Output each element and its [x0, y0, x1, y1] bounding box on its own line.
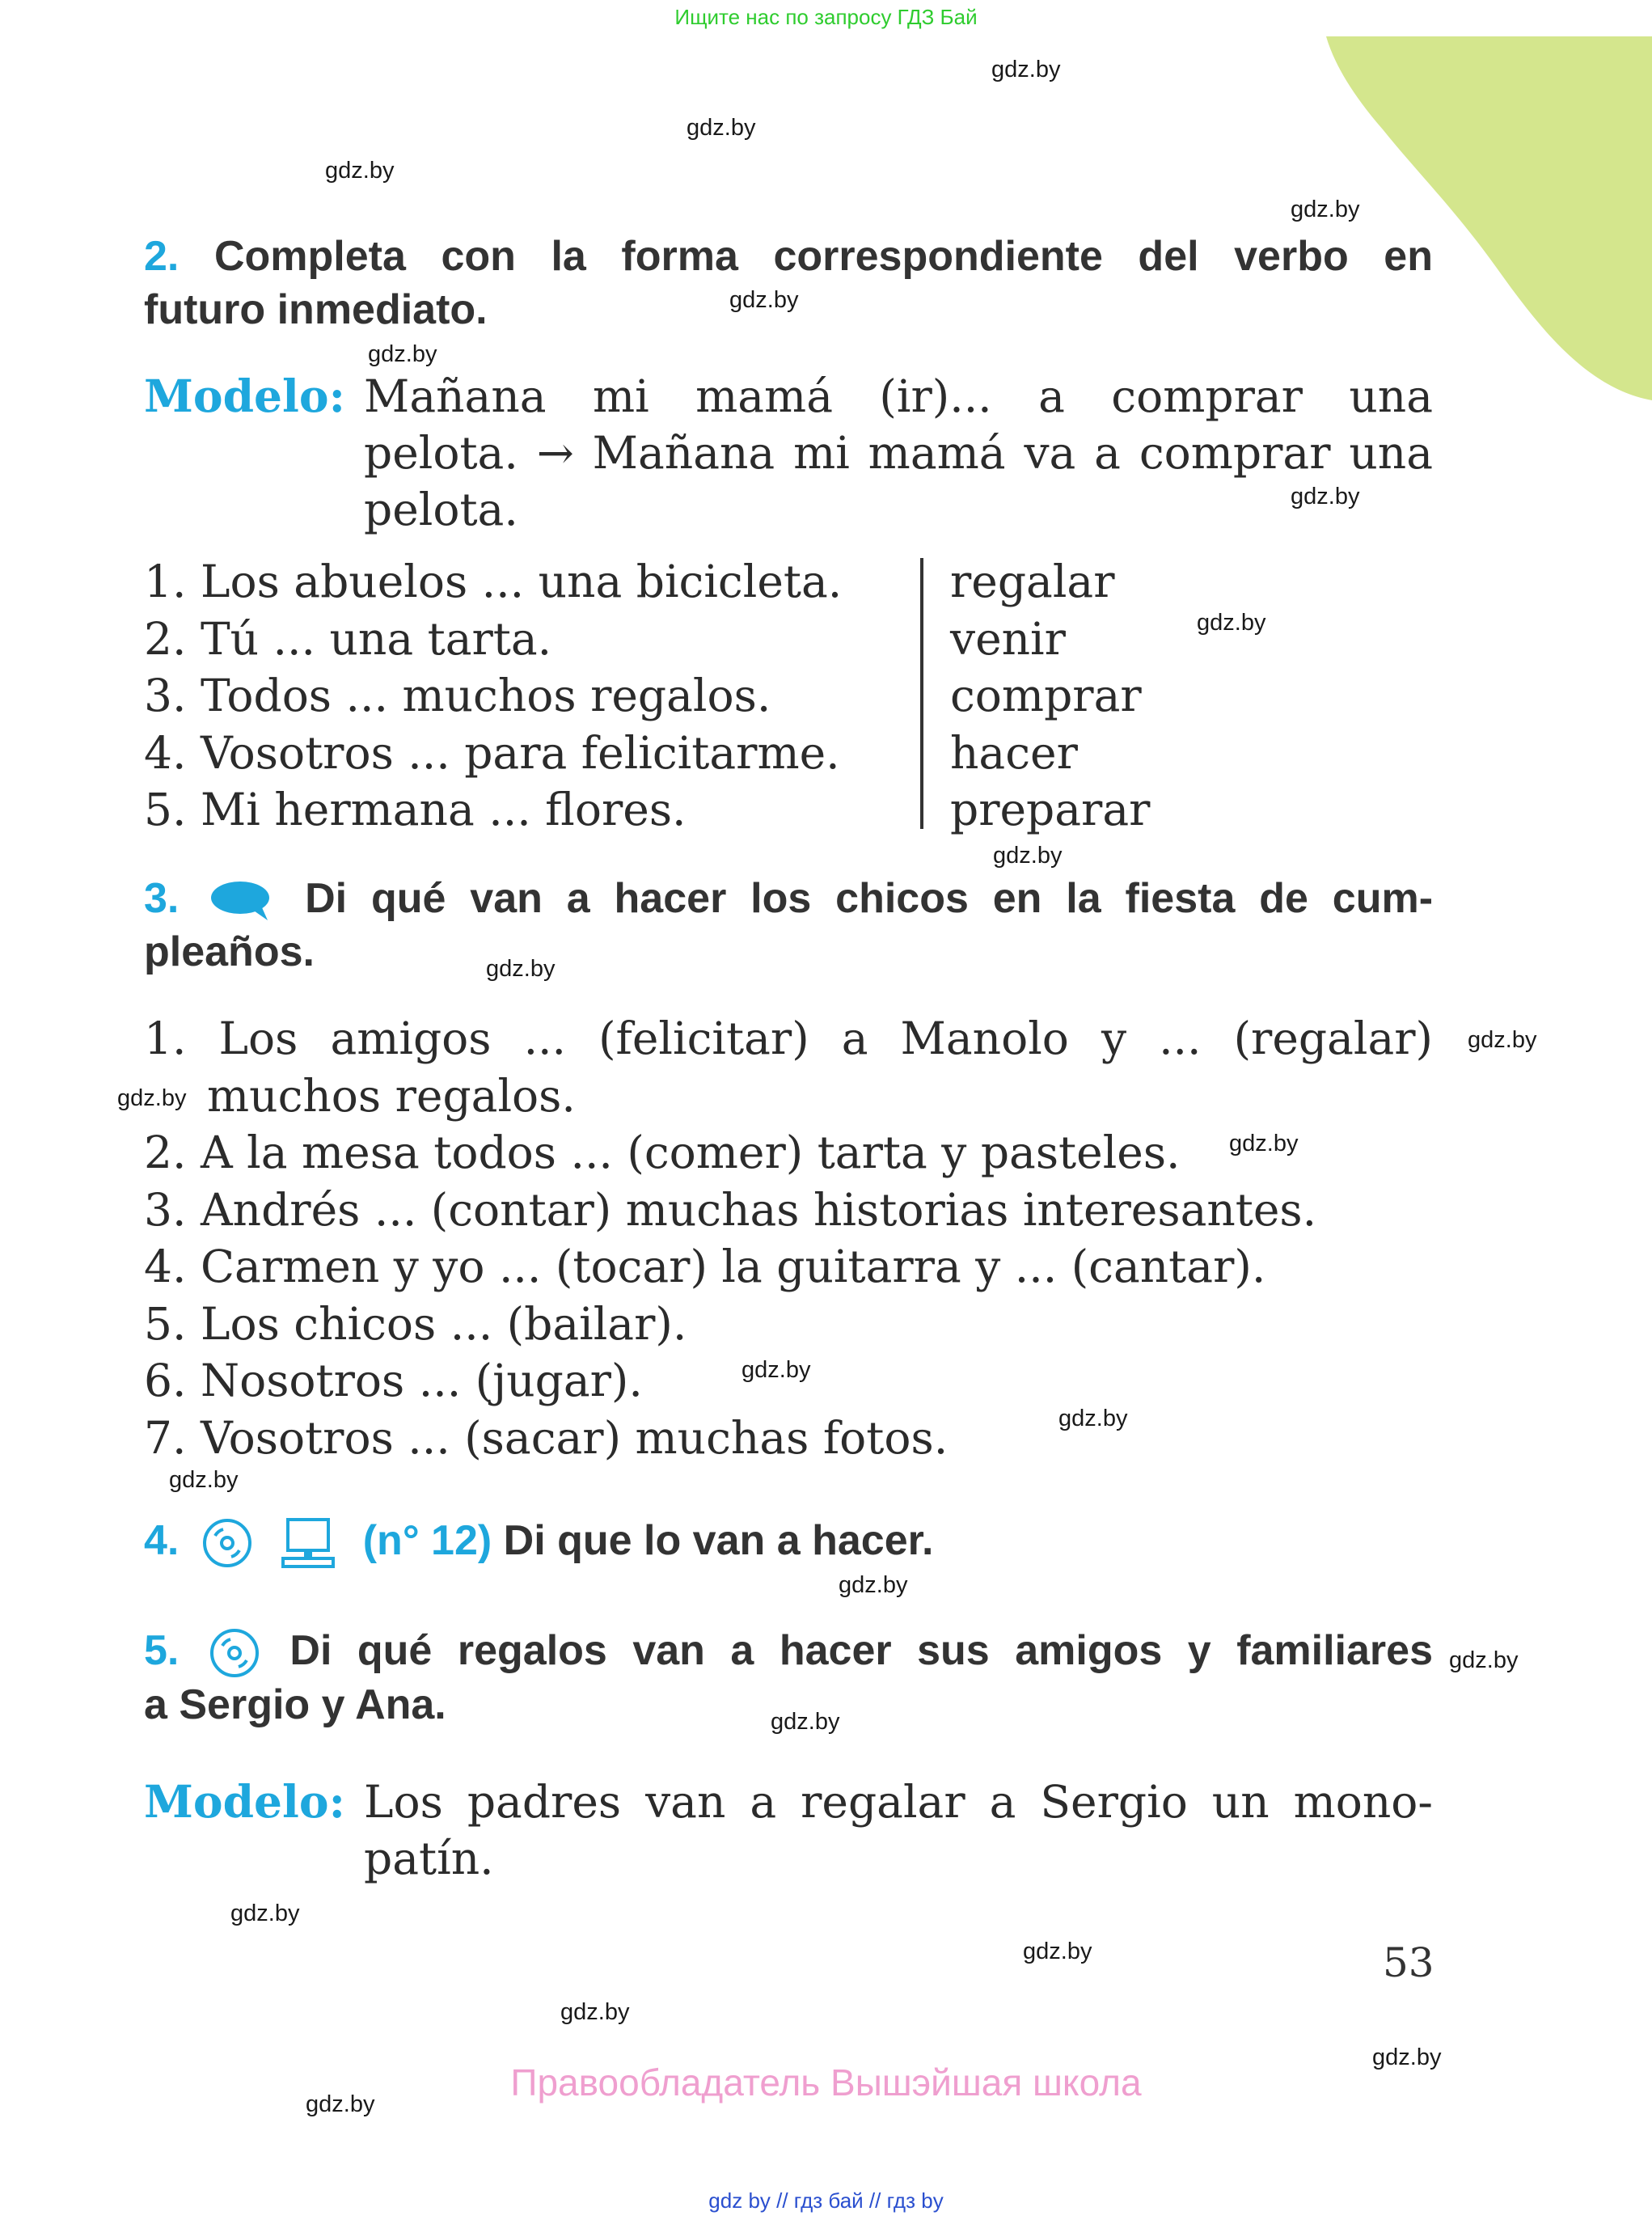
- verb-item: preparar: [950, 784, 1151, 835]
- watermark: gdz.by: [1468, 1027, 1537, 1053]
- watermark: gdz.by: [486, 956, 556, 982]
- footer-links[interactable]: gdz by // гдз бай // гдз by: [708, 2188, 944, 2213]
- cd-icon[interactable]: [202, 1518, 252, 1568]
- watermark: gdz.by: [1291, 484, 1360, 509]
- list-item: 2. Tú ... una tarta.: [144, 612, 552, 665]
- verb-item: venir: [950, 612, 1066, 665]
- list-item: 5. Mi hermana ... flores.: [144, 784, 687, 835]
- copyright-notice: Правообладатель Вышэйшая школа: [510, 2061, 1142, 2103]
- divider: [920, 558, 923, 829]
- sentence-list: [144, 553, 842, 839]
- list-item: 6. Nosotros ... (jugar).: [144, 1355, 643, 1406]
- exercise-number: 2.: [144, 233, 180, 280]
- watermark: gdz.by: [991, 57, 1061, 82]
- list-item: muchos regalos.: [207, 1069, 576, 1122]
- list-item: 1. Los amigos ... (felicitar) a Manolo y ... (regalar): [144, 1013, 1433, 1064]
- watermark: gdz.by: [741, 1357, 811, 1383]
- watermark: gdz.by: [325, 158, 395, 184]
- watermark: gdz.by: [687, 115, 756, 141]
- watermark: gdz.by: [1197, 610, 1266, 636]
- list-item: 5. Los chicos ... (bailar).: [144, 1297, 687, 1350]
- top-banner[interactable]: Ищите нас по запросу ГДЗ Бай: [674, 5, 978, 29]
- watermark: gdz.by: [169, 1467, 239, 1493]
- exercise-4-title: 4. (n° 12) Di que lo van a hacer.: [144, 1514, 1433, 1570]
- verb-item: comprar: [950, 670, 1142, 721]
- watermark: gdz.by: [993, 843, 1063, 869]
- watermark: gdz.by: [230, 1901, 300, 1926]
- list-item: 7. Vosotros ... (sacar) muchas fotos.: [144, 1411, 949, 1464]
- verb-item: regalar: [950, 556, 1115, 607]
- watermark: gdz.by: [1023, 1939, 1092, 1964]
- watermark: gdz.by: [368, 341, 437, 367]
- verb-list: [950, 553, 1150, 839]
- exercise-number: 5.: [144, 1627, 180, 1674]
- exercise-number: 3.: [144, 875, 180, 922]
- model-example: Los padres van a regalar a Sergio un mono- patín.: [364, 1776, 1433, 1884]
- watermark: gdz.by: [1372, 2044, 1442, 2070]
- verb-item: hacer: [950, 726, 1078, 779]
- list-item: 3. Andrés ... (contar) muchas historias interesantes.: [144, 1183, 1317, 1236]
- list-item: 3. Todos ... muchos regalos.: [144, 670, 771, 721]
- watermark: gdz.by: [729, 287, 799, 313]
- exercise-3-title: 3. Di qué van a hacer los chicos en la fiesta de cum- pleaños.: [144, 875, 1434, 975]
- cd-icon[interactable]: [209, 1628, 260, 1678]
- page-number: 53: [1383, 1939, 1434, 1986]
- model-label: Modelo:: [144, 370, 345, 422]
- list-item: 4. Carmen y yo ... (tocar) la guitarra y ... (cantar).: [144, 1241, 1266, 1292]
- computer-icon[interactable]: [281, 1516, 335, 1570]
- exercise-5-title: 5. Di qué regalos van a hacer sus amigos y familiares a Sergio y Ana.: [144, 1627, 1434, 1729]
- watermark: gdz.by: [1229, 1131, 1299, 1156]
- model-example: Mañana mi mamá (ir)... a comprar una pelota. → Mañana mi mamá va a comprar una pelota.: [364, 370, 1433, 535]
- watermark: gdz.by: [839, 1572, 908, 1598]
- speech-bubble-icon: [209, 880, 274, 922]
- exercise-number: 4.: [144, 1517, 180, 1564]
- list-item: 4. Vosotros ... para felicitarme.: [144, 726, 840, 779]
- watermark: gdz.by: [1449, 1647, 1519, 1673]
- exercise-2-title: 2. Completa con la forma correspondiente del verbo en futuro inmediato.: [144, 233, 1433, 333]
- list-item: 2. A la mesa todos ... (comer) tarta y pasteles.: [144, 1127, 1181, 1178]
- watermark: gdz.by: [1291, 197, 1360, 222]
- watermark: gdz.by: [771, 1709, 840, 1735]
- model-label: Modelo:: [144, 1775, 345, 1828]
- watermark: gdz.by: [1058, 1406, 1128, 1431]
- list-item: 1. Los abuelos ... una bicicleta.: [144, 556, 843, 607]
- watermark: gdz.by: [117, 1085, 187, 1111]
- watermark: gdz.by: [306, 2091, 375, 2117]
- watermark: gdz.by: [560, 1999, 630, 2025]
- exercise-3-list: [144, 1010, 1433, 1466]
